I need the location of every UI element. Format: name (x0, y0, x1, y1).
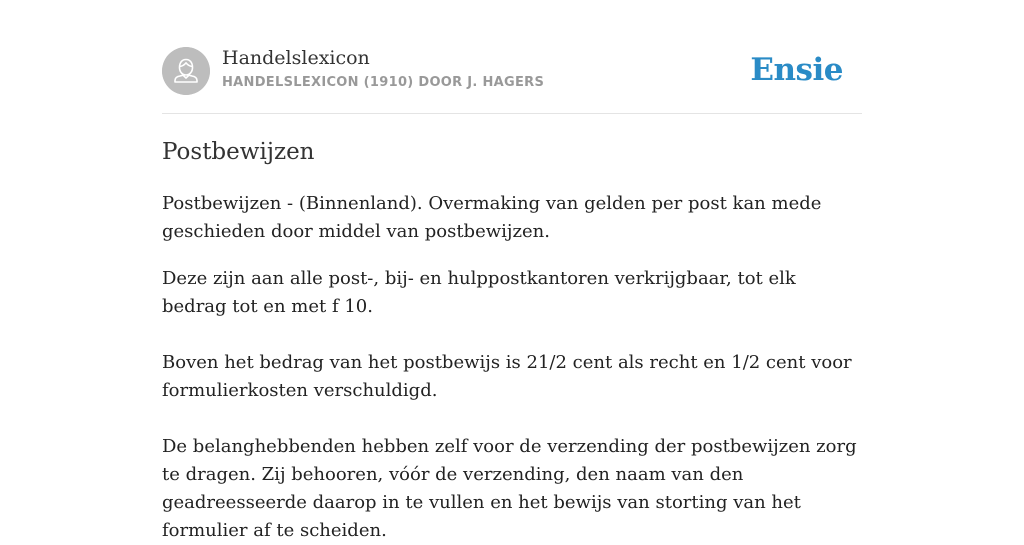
paragraph: De belanghebbenden hebben zelf voor de verzending der postbewijzen zorg te dragen. Zij behooren, vóór de verzending, den naam van den geadreesseerde daarop in te vullen en het bewijs van storting van het formulier af te scheiden. (162, 436, 857, 541)
paragraph: Deze zijn aan alle post-, bij- en hulppostkantoren verkrijgbaar, tot elk bedrag tot en met f 10. (162, 268, 796, 317)
source-subtitle: HANDELSLEXICON (1910) DOOR J. HAGERS (222, 75, 545, 90)
ensie-logo[interactable]: Ensie (750, 52, 843, 88)
source-title-link[interactable]: Handelslexicon (222, 47, 370, 69)
entry-title: Postbewijzen (162, 139, 315, 165)
entry-body (162, 190, 862, 545)
user-icon[interactable] (162, 47, 210, 95)
page-container (162, 0, 862, 541)
paragraph: Boven het bedrag van het postbewijs is 21/2 cent als recht en 1/2 cent voor formulierkosten verschuldigd. (162, 352, 852, 401)
source-header (162, 0, 862, 114)
paragraph: Postbewijzen - (Binnenland). Overmaking van gelden per post kan mede geschieden door middel van postbewijzen. (162, 193, 822, 242)
